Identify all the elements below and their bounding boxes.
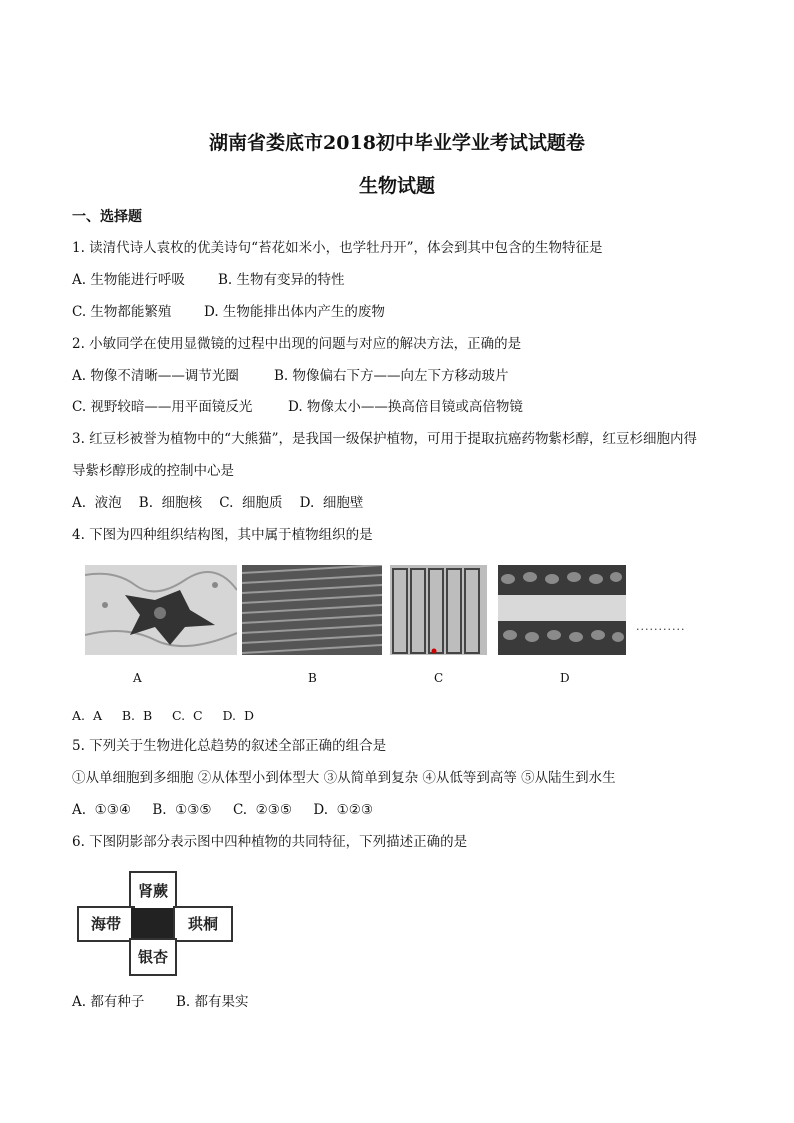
q6-stem: 6. 下图阴影部分表示图中四种植物的共同特征，下列描述正确的是 (72, 834, 468, 850)
page-title: 湖南省娄底市2018初中毕业学业考试试题卷 (209, 132, 585, 154)
q2-option-b: B. 物像偏右下方——向左下方移动玻片 (274, 368, 509, 384)
q1-stem: 1. 读清代诗人袁枚的优美诗句“苔花如米小，也学牡丹开”，体会到其中包含的生物特征是 (72, 240, 603, 256)
shared-feature-shading (131, 908, 173, 940)
image-label-d: D (560, 671, 570, 685)
image-label-c: C (434, 671, 444, 685)
q2-stem: 2. 小敏同学在使用显微镜的过程中出现的问题与对应的解决方法，正确的是 (72, 336, 522, 352)
dotted-leader: ........... (636, 620, 686, 633)
tissue-image-b (242, 565, 382, 655)
q4-stem: 4. 下图为四种组织结构图，其中属于植物组织的是 (72, 527, 373, 543)
q1-option-c: C. 生物都能繁殖 (72, 304, 172, 320)
q6-option-a: A. 都有种子 (72, 994, 145, 1010)
q5-options: A. ①③④ B. ①③⑤ C. ②③⑤ D. ①②③ (72, 802, 373, 818)
q1-option-d: D. 生物能排出体内产生的废物 (204, 304, 385, 320)
plant-box-bottom: 银杏 (129, 938, 177, 976)
q5-items: ①从单细胞到多细胞 ②从体型小到体型大 ③从简单到复杂 ④从低等到高等 ⑤从陆生到水生 (72, 770, 616, 786)
section-heading: 一、选择题 (72, 209, 142, 225)
plant-box-right: 珙桐 (173, 906, 233, 942)
q5-stem: 5. 下列关于生物进化总趋势的叙述全部正确的组合是 (72, 738, 387, 754)
q1-option-b: B. 生物有变异的特性 (218, 272, 345, 288)
q4-options: A. A B. B C. C D. D (72, 708, 254, 723)
image-label-b: B (308, 671, 317, 685)
q3-stem-line1: 3. 红豆杉被誉为植物中的“大熊猫”，是我国一级保护植物，可用于提取抗癌药物紫杉醇，红豆杉细胞内得 (72, 431, 697, 447)
q2-option-a: A. 物像不清晰——调节光圈 (72, 368, 239, 384)
plant-box-left: 海带 (77, 906, 135, 942)
q6-option-b: B. 都有果实 (176, 994, 249, 1010)
plant-box-top: 肾蕨 (129, 871, 177, 911)
tissue-image-d (498, 565, 626, 655)
tissue-image-c (390, 565, 487, 655)
image-label-a: A (133, 671, 142, 685)
tissue-image-a (85, 565, 237, 655)
q2-option-c: C. 视野较暗——用平面镜反光 (72, 399, 253, 415)
q3-stem-line2: 导紫杉醇形成的控制中心是 (72, 463, 234, 479)
page-subtitle: 生物试题 (358, 175, 435, 197)
q2-option-d: D. 物像太小——换高倍目镜或高倍物镜 (288, 399, 523, 415)
q3-options: A. 液泡 B. 细胞核 C. 细胞质 D. 细胞壁 (72, 495, 364, 511)
q1-option-a: A. 生物能进行呼吸 (72, 272, 185, 288)
